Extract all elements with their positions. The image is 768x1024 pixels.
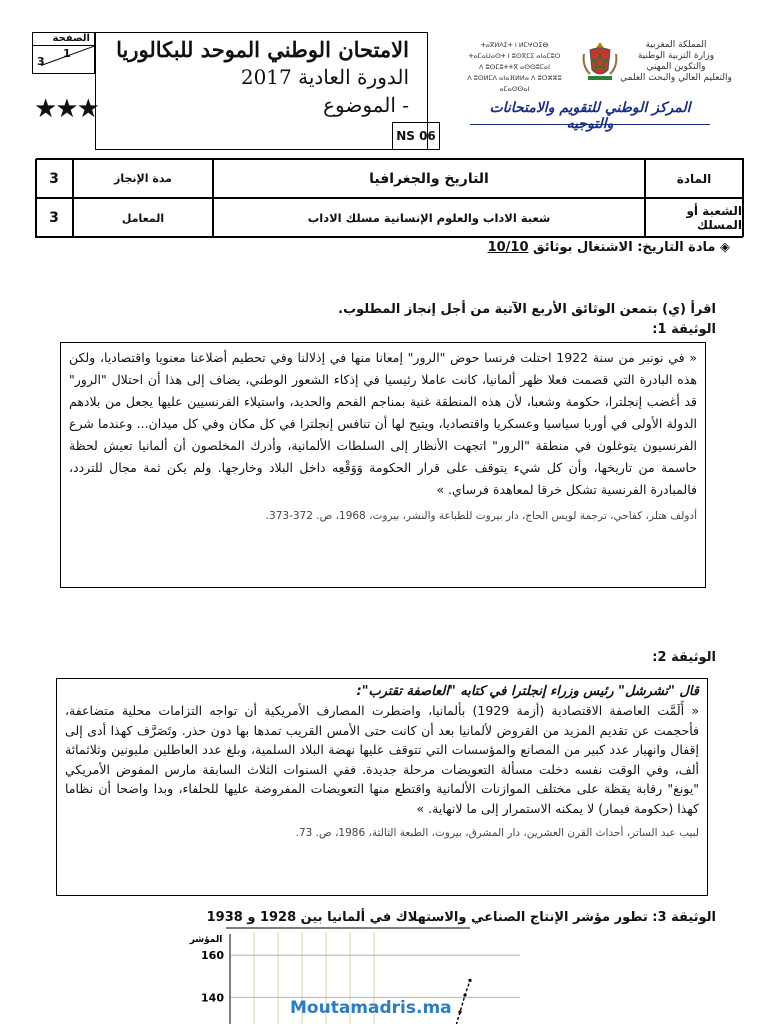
subject-value: التاريخ والجغرافيا [213,159,645,198]
exam-title-box [95,32,428,150]
page-total: 3 [37,55,45,68]
document-3-title: الوثيقة 3: تطور مؤشر الإنتاج الصناعي والاستهلاك في ألمانيا بين 1928 و 1938 [206,910,716,925]
duration-value: 3 [35,159,73,198]
chart-series [448,979,471,1024]
branch-value: شعبة الاداب والعلوم الإنسانية مسلك الاداب [213,198,645,238]
chart-point [468,979,471,982]
document-2-intro: قال "تشرشل" رئيس وزراء إنجلترا في كتابه "العاصفة تقترب": [356,684,699,699]
section-heading [488,240,730,255]
exam-info-table [36,158,744,237]
branch-label: الشعبة أو المسلك [645,198,743,238]
chart-point [458,1010,461,1013]
coefficient-label: المعامل [73,198,213,238]
page-label: الصفحة [52,33,90,44]
document-1-label: الوثيقة 1: [652,322,716,337]
tifinagh-line: ⴷ ⵓⵙⵎⵓⵜⵜⴳ ⴰⵙⵙⵓⵎⴰⵏ [478,63,551,71]
site-watermark: Moutamadris.ma [290,998,452,1018]
moroccan-emblem-icon [580,38,620,82]
instructions-text: اقرأ (ي) بتمعن الوثائق الأربع الآتية من أجل إنجاز المطلوب. [338,302,716,317]
chart-point [463,994,466,997]
ministry-line: والتكوين المهني [646,62,706,72]
center-name-underline [470,124,710,125]
tifinagh-line: ⵜⴰⵎⴰⵡⴰⵙⵜ ⵏ ⵓⵙⴳⵎⵉ ⴰⵏⴰⵎⵓⵔ [468,52,561,60]
document-2-text: « أَلَمَّت العاصفة الاقتصادية (أزمة 1929) بألمانيا، واضطرت المصارف الأمريكية أن تواجه التزامات محلية متضاعفة، فأحجمت عن تقديم المزيد من القروض لألمانيا بعد أن كانت حتى الأمس القريب تمدها بها دون حذر. وتَصَرَّف كهذا أدى إلى إقفال وانهيار عدد كبير من المصانع والمؤسسات التي تتوقف عليها نهضة البلاد السلمية، وبلغ عدد العاطلين مليونين وثلاثمائة ألف، وفي الوقت نفسه دخلت مسألة التعويضات مرحلة جديدة. ففي السنوات الثلاث السابقة مارس المفوض الأمريكي "يونغ" رقابة يقظة على مختلف الموازنات الألمانية واقتطع منها التعويضات المفروضة عليها للحلفاء، وبدا واضحا أن نظاما كهذا (حكومة فيمار) لا يمكنه الاستمرار إلى ما لانهاية. » [65,703,699,816]
duration-label: مدة الإنجاز [73,159,213,198]
document-1-box [60,342,706,588]
section-title: مادة التاريخ: الاشتغال بوثائق [533,240,716,255]
exam-session: الدورة العادية 2017 [240,65,409,89]
document-1-text: « في نونبر من سنة 1922 احتلت فرنسا حوض "الرور" إمعانا منها في إذلالنا وفي تحطيم أضلاعنا معنويا واقتصاديا، ولكن هذه البادرة التي قصمت فعلا ظهر ألمانيا، كانت عاملا رئيسيا في إذكاء الشعور الوطني، يضاف إلى هذا أن احتلال "الرور" قد أغضب إنجلترا، حكومة وشعبا، لأن هذه المنطقة غنية بمناجم الفحم والحديد، واستيلاء الفرنسيين عليها يجعل من بلادهم الدولة الأولى في أوربا سياسيا وعسكريا واقتصاديا، ويتيح لها أن تنافس إنجلترا في كل مكان وفي كل ميدان... وعندما شرع الفرنسيون يتوغلون في منطقة "الرور" اتجهت الأنظار إلى السلطات الألمانية، وأدرك المخلصون أن ألمانيا تعيش لحظة حاسمة من تاريخها، وأن كل شيء يتوقف على قرار الحكومة وَوَقْعِه داخل البلاد وخارجها. ولم يكن ثمة مجال للتردد، فالمبادرة الفرنسية تشكل خرقا لمعاهدة فرساي. » [69,350,697,497]
ministry-line: وزارة التربية الوطنية [637,51,715,61]
document-2-label: الوثيقة 2: [652,650,716,665]
document-2-box [56,678,708,896]
coefficient-value: 3 [35,198,73,238]
difficulty-stars: ★★★ [34,94,98,124]
exam-code: NS 06 [392,122,440,150]
section-score: 10/10 [487,240,529,255]
document-2-source: لبيب عبد الساتر، أحداث القرن العشرين، دار المشرق، بيروت، الطبعة الثالثة، 1986، ص. 73. [295,827,699,839]
ministry-line: المملكة المغربية [645,40,707,50]
exam-title: الامتحان الوطني الموحد للبكالوريا [116,37,409,62]
tifinagh-ministry-text [452,40,577,95]
ministry-name [620,40,732,84]
page-number-box [32,32,95,74]
page-current: 1 [63,47,71,60]
ministry-line: والتعليم العالي والبحث العلمي [620,73,732,83]
chart-y-tick-label: 160 [201,949,224,963]
diamond-bullet-icon: ◈ [720,240,730,255]
page-box-divider [33,45,96,46]
chart-series-line [450,980,470,1024]
exam-subject-label: - الموضوع [323,93,409,117]
subject-label: المادة [645,159,743,198]
exam-center-name: المركز الوطني للتقويم والامتحانات والتوجيه [489,100,691,132]
chart-y-tick-label: 140 [201,991,224,1005]
tifinagh-line: ⵜⴰⴳⵍⴷⵉⵜ ⵏ ⵍⵎⵖⵔⵉⴱ [480,41,549,49]
chart-y-axis-label: المؤشر [189,935,223,945]
tifinagh-line: ⴷ ⵓⵙⵍⵎⴷ ⴰⵏⴰⴼⵍⵍⴰ ⴷ ⵓⵔⵣⵣⵓ ⴰⵎⴰⵙⵙⴰⵏ [467,74,562,93]
document-1-source: أدولف هتلر، كفاحي، ترجمة لويس الحاج، دار بيروت للطباعة والنشر، بيروت، 1968، ص. 372-373. [265,510,697,522]
